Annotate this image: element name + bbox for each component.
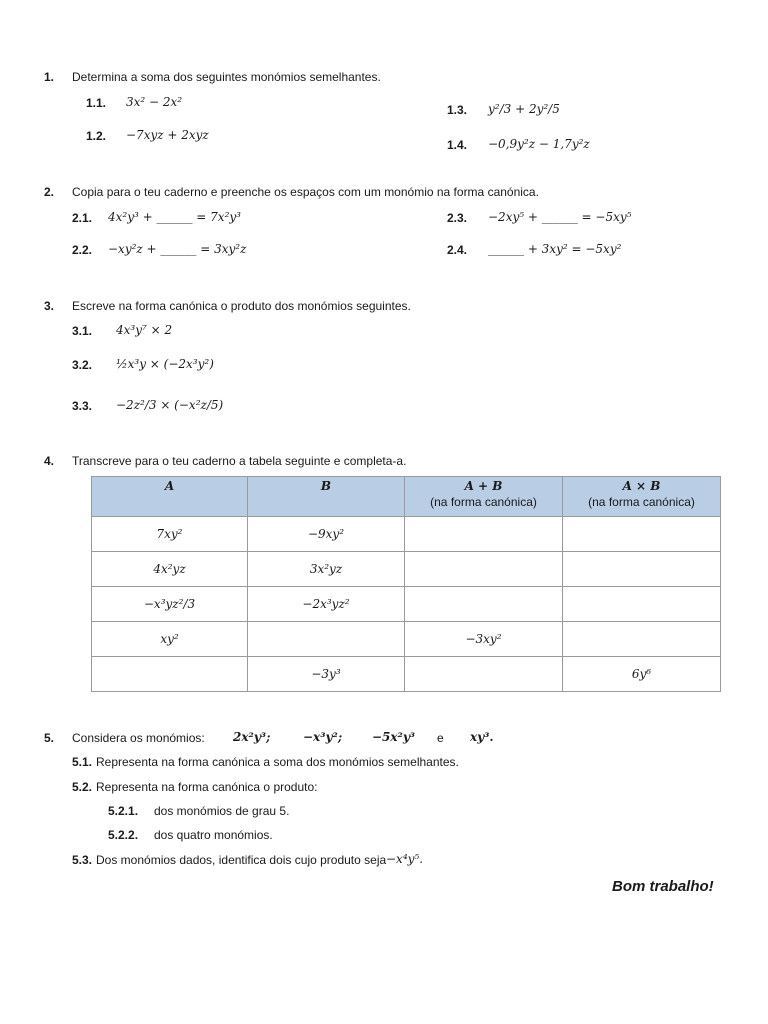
- q4-number: 4.: [44, 454, 55, 468]
- q5-intro: Considera os monómios:: [72, 731, 205, 745]
- table-row: [92, 587, 721, 622]
- table-cell: [563, 552, 721, 587]
- table-cell: [248, 622, 405, 657]
- table-row: [92, 657, 721, 692]
- table-cell: xy²: [92, 622, 248, 657]
- table-header-b: B: [248, 477, 405, 517]
- q5-conjunction: e: [437, 731, 444, 745]
- q2-text: Copia para o teu caderno e preenche os espaços com um monómio na forma canónica.: [72, 185, 539, 199]
- table-cell: [405, 657, 563, 692]
- q5-3-text: Dos monómios dados, identifica dois cujo produto seja: [96, 853, 387, 867]
- table-cell: −x³yz²/3: [92, 587, 248, 622]
- q2-3-expr: −2xy⁵ + ______ = −5xy⁵: [488, 210, 632, 224]
- table-cell: 4x²yz: [92, 552, 248, 587]
- table-cell: 3x²yz: [248, 552, 405, 587]
- table-header-row: [92, 477, 721, 517]
- q3-text: Escreve na forma canónica o produto dos monómios seguintes.: [72, 299, 411, 313]
- q5-monomial-3: −5x²y³: [372, 730, 416, 744]
- q3-number: 3.: [44, 299, 55, 313]
- q5-1-text: Representa na forma canónica a soma dos monómios semelhantes.: [96, 755, 459, 769]
- q5-monomial-2: −x³y²;: [303, 730, 343, 744]
- table-cell: [405, 552, 563, 587]
- q5-1-label: 5.1.: [72, 755, 93, 769]
- table-cell: 7xy²: [92, 517, 248, 552]
- q1-3-expr: y²/3 + 2y²/5: [488, 102, 560, 116]
- q1-4-expr: −0,9y²z − 1,7y²z: [488, 137, 590, 151]
- q5-2-1-text: dos monómios de grau 5.: [154, 804, 290, 818]
- q3-1-label: 3.1.: [72, 324, 93, 338]
- q1-4-label: 1.4.: [447, 138, 468, 152]
- table-row: [92, 622, 721, 657]
- q1-3-label: 1.3.: [447, 103, 468, 117]
- q2-4-label: 2.4.: [447, 243, 468, 257]
- q2-3-label: 2.3.: [447, 211, 468, 225]
- table-cell: −3xy²: [405, 622, 563, 657]
- completion-table: [91, 476, 721, 692]
- q2-2-expr: −xy²z + ______ = 3xy²z: [108, 242, 247, 256]
- q5-2-text: Representa na forma canónica o produto:: [96, 780, 318, 794]
- q3-2-expr: ½x³y × (−2x³y²): [116, 357, 214, 371]
- q2-1-expr: 4x²y³ + ______ = 7x²y³: [108, 210, 241, 224]
- table-cell: [92, 657, 248, 692]
- q5-3-label: 5.3.: [72, 853, 93, 867]
- q5-2-label: 5.2.: [72, 780, 93, 794]
- q5-3-expr: −x⁴y⁵.: [386, 852, 424, 866]
- q1-text: Determina a soma dos seguintes monómios semelhantes.: [72, 70, 381, 84]
- closing-message: Bom trabalho!: [612, 878, 714, 895]
- table-cell: [563, 517, 721, 552]
- table-cell: [563, 622, 721, 657]
- table-row: [92, 517, 721, 552]
- table-cell: −9xy²: [248, 517, 405, 552]
- q5-2-1-label: 5.2.1.: [108, 804, 139, 818]
- table-header-sum: A + B (na forma canónica): [405, 477, 563, 517]
- q5-monomial-4: xy³.: [470, 730, 494, 744]
- q5-number: 5.: [44, 731, 55, 745]
- q2-2-label: 2.2.: [72, 243, 93, 257]
- q3-2-label: 3.2.: [72, 358, 93, 372]
- q5-2-2-label: 5.2.2.: [108, 828, 139, 842]
- q3-1-expr: 4x³y⁷ × 2: [116, 323, 173, 337]
- table-cell: [405, 517, 563, 552]
- q2-4-expr: ______ + 3xy² = −5xy²: [488, 242, 622, 256]
- table-row: [92, 552, 721, 587]
- table-header-product: A × B (na forma canónica): [563, 477, 721, 517]
- table-cell: 6y⁶: [563, 657, 721, 692]
- q4-text: Transcreve para o teu caderno a tabela seguinte e completa-a.: [72, 454, 407, 468]
- q3-3-expr: −2z²/3 × (−x²z/5): [116, 398, 224, 412]
- q1-1-expr: 3x² − 2x²: [126, 95, 183, 109]
- q1-2-label: 1.2.: [86, 129, 107, 143]
- table-cell: [563, 587, 721, 622]
- q3-3-label: 3.3.: [72, 399, 93, 413]
- table-header-a: A: [92, 477, 248, 517]
- table-cell: −3y³: [248, 657, 405, 692]
- q2-1-label: 2.1.: [72, 211, 93, 225]
- table-cell: [405, 587, 563, 622]
- q1-2-expr: −7xyz + 2xyz: [126, 128, 209, 142]
- q1-number: 1.: [44, 70, 55, 84]
- q5-2-2-text: dos quatro monómios.: [154, 828, 273, 842]
- q5-monomial-1: 2x²y³;: [233, 730, 271, 744]
- q2-number: 2.: [44, 185, 55, 199]
- table-cell: −2x³yz²: [248, 587, 405, 622]
- q1-1-label: 1.1.: [86, 96, 107, 110]
